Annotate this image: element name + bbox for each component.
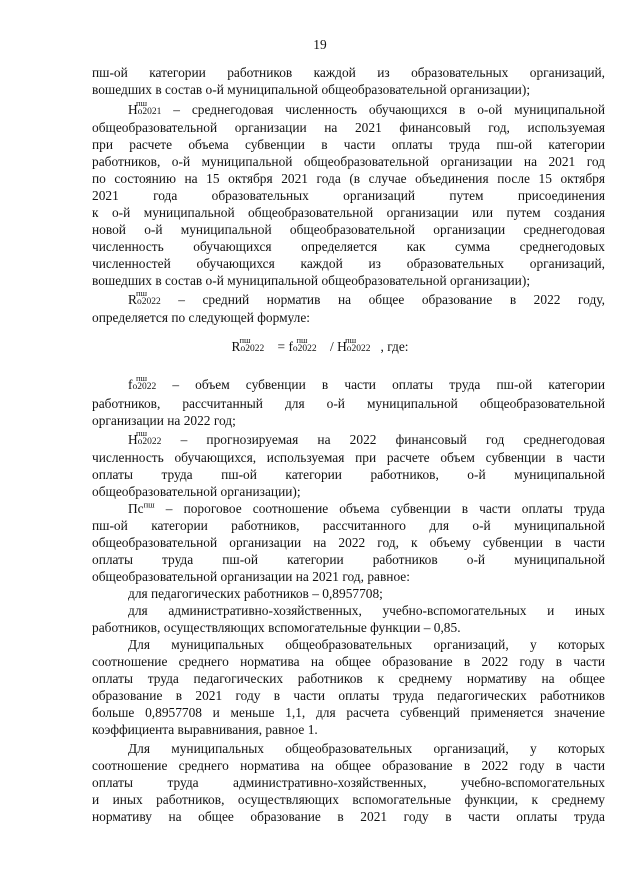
text-line: больше 0,8957708 и меньше 1,1, для расчета субвенций применяется значение: [92, 705, 605, 720]
symbol-superscript: пш: [136, 288, 148, 298]
math-symbol: [337, 335, 371, 358]
text-line: организации на 2022 год;: [92, 413, 236, 428]
symbol-subscript: о2022: [132, 382, 157, 392]
math-symbol: [128, 428, 162, 451]
text-line: определяется по следующей формуле:: [92, 310, 311, 325]
symbol-superscript: пш: [136, 373, 148, 383]
text-line: вошедших в состав о-й муниципальной общеобразовательной организации);: [92, 82, 531, 97]
text-line: для административно-хозяйственных, учебно-вспомогательных и иных: [128, 603, 605, 618]
text-line: общеобразовательной организации на 2021 финансовый год, используемая: [92, 120, 605, 135]
math-symbol: [231, 335, 265, 358]
math-symbol: [128, 98, 162, 121]
text-line: нормативу на общее образование в 2021 году в части оплаты труда: [92, 809, 605, 824]
text-line: пш-ой категории работников каждой из образовательных организаций,: [92, 65, 605, 80]
symbol-superscript: пш: [143, 499, 155, 510]
text-line: численностей обучающихся каждой из образовательных организаций,: [92, 256, 605, 271]
text-line: новой о-й муниципальной общеобразовательной организации среднегодовая: [92, 222, 605, 237]
line-text: Пс: [128, 501, 144, 516]
math-symbol: [128, 373, 157, 396]
symbol-superscript: пш: [136, 98, 148, 108]
text-line: пш-ой категории работников, рассчитанного для о-й муниципальной: [92, 518, 605, 533]
text-line: коэффициента выравнивания, равное 1.: [92, 722, 318, 737]
symbol-base: H: [128, 102, 138, 117]
symbol-superscript: пш: [136, 428, 148, 438]
math-symbol: [288, 335, 317, 358]
page-number: 19: [313, 37, 327, 52]
text-line: работников, о-й муниципальной общеобразовательной организации на 2021 год: [92, 154, 605, 169]
text-line: оплаты труда пш-ой категории работников, о-й муниципальной: [92, 467, 605, 482]
text-line: общеобразовательной организации на 2021 год, равное:: [92, 569, 410, 584]
symbol-base: H: [337, 339, 347, 354]
text-line: при расчете объема субвенции в части оплаты труда пш-ой категории: [92, 137, 605, 152]
line-text: – среднегодовая численность обучающихся в о-ой муниципальной: [161, 102, 605, 117]
symbol-subscript: о2021: [137, 107, 162, 117]
text-line: Для муниципальных общеобразовательных организаций, у которых: [128, 637, 605, 652]
formula-operator: /: [326, 339, 338, 354]
text-line: [128, 288, 605, 308]
text-line: соотношение среднего норматива на общее образование в 2022 году в части: [92, 654, 605, 669]
formula-operator: =: [274, 339, 289, 354]
text-line: по состоянию на 15 октября 2021 года (в случае объединения после 15 октября: [92, 171, 605, 186]
text-line: Для муниципальных общеобразовательных организаций, у которых: [128, 741, 605, 756]
text-line: вошедших в состав о-й муниципальной общеобразовательной организации);: [92, 273, 531, 288]
symbol-base: H: [128, 432, 138, 447]
symbol-superscript: пш: [296, 335, 308, 345]
text-line: общеобразовательной организации);: [92, 484, 301, 499]
symbol-superscript: пш: [345, 335, 357, 345]
text-line: численность обучающихся определяется как сумма среднегодовых: [92, 239, 605, 254]
text-line: оплаты труда административно-хозяйственных, учебно-вспомогательных: [92, 775, 605, 790]
text-line: оплаты труда пш-ой категории работников о-й муниципальной: [92, 552, 605, 567]
text-line: численность обучающихся, используемая при расчете объем субвенции в части: [92, 450, 605, 465]
line-text: – пороговое соотношение объема субвенции в части оплаты труда: [154, 501, 605, 516]
symbol-base: R: [231, 339, 241, 354]
symbol-subscript: о2022: [240, 344, 265, 354]
text-line: для педагогических работников – 0,8957708;: [128, 586, 383, 601]
text-line: [128, 373, 605, 393]
text-line: [128, 500, 605, 517]
text-line: 2021 года образовательных организаций путем присоединения: [92, 188, 605, 203]
line-text: – объем субвенции в части оплаты труда пш-ой категории: [156, 377, 605, 392]
text-line: и иных работников, осуществляющих вспомогательные функции, к среднему: [92, 792, 605, 807]
math-symbol: [128, 288, 161, 311]
line-text: – средний норматив на общее образование в 2022 году,: [160, 292, 605, 307]
symbol-base: f: [128, 377, 133, 392]
formula-operator: , где:: [380, 339, 409, 354]
text-line: [128, 428, 605, 448]
symbol-superscript: пш: [239, 335, 251, 345]
symbol-subscript: о2022: [292, 344, 317, 354]
formula: [0, 335, 640, 355]
text-line: работников, рассчитанный для о-й муниципальной общеобразовательной: [92, 396, 605, 411]
text-line: образование в 2021 году в части оплаты труда педагогических работников: [92, 688, 605, 703]
symbol-base: R: [128, 292, 137, 307]
line-text: – прогнозируемая на 2022 финансовый год среднегодовая: [161, 432, 605, 447]
symbol-subscript: о2022: [137, 437, 162, 447]
symbol-subscript: о2022: [346, 344, 371, 354]
text-line: общеобразовательной организации на 2022 год, к объему субвенции в части: [92, 535, 605, 550]
symbol-subscript: о2022: [136, 297, 161, 307]
text-line: к о-й муниципальной общеобразовательной организации или путем создания: [92, 205, 605, 220]
text-line: работников, осуществляющих вспомогательные функции – 0,85.: [92, 620, 461, 635]
symbol-base: f: [288, 339, 293, 354]
text-line: оплаты труда педагогических работников к среднему нормативу на общее: [92, 671, 605, 686]
text-line: [128, 98, 605, 118]
text-line: соотношение среднего норматива на общее образование в 2022 году в части: [92, 758, 605, 773]
